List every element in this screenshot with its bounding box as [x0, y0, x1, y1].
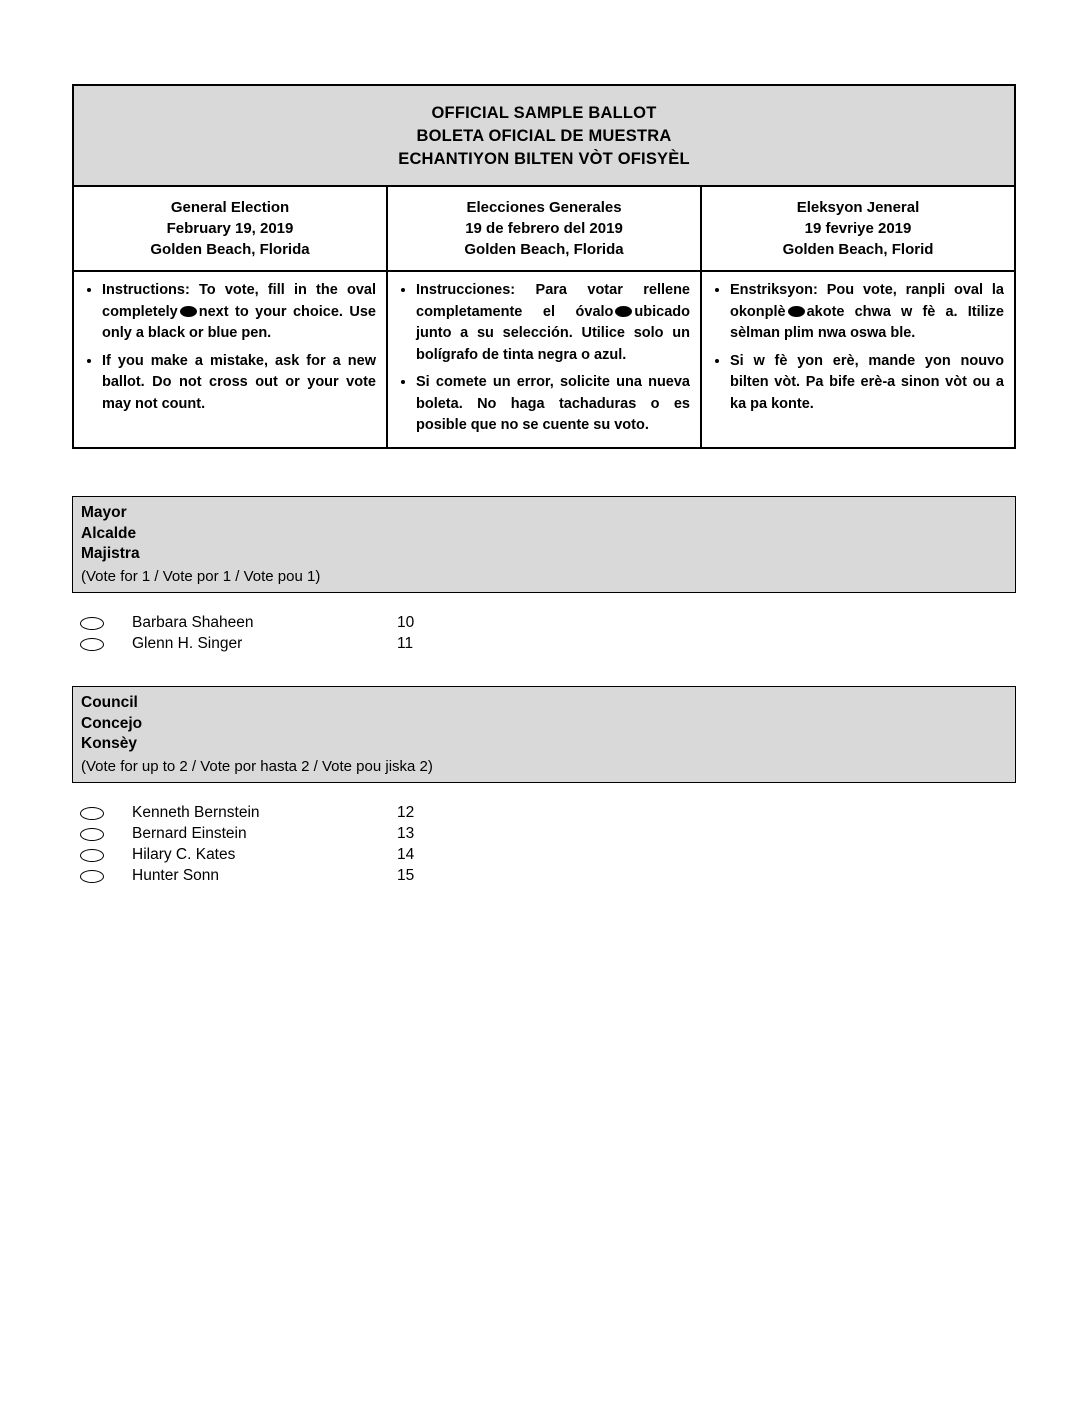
instruction-text-before: If you make a mistake, ask for a new ballot. Do not cross out or your vote may not count.: [102, 352, 376, 412]
candidate-name: Glenn H. Singer: [132, 635, 243, 652]
candidate-number: 13: [397, 825, 415, 842]
vote-oval-icon[interactable]: [80, 828, 104, 841]
election-place-es: Golden Beach, Florida: [464, 241, 624, 258]
election-heading-english: [74, 187, 386, 272]
vote-oval-icon[interactable]: [80, 849, 104, 862]
instruction-text-after: next to your choice. Use only a black or blue pen.: [102, 303, 376, 341]
ballot-header: [72, 84, 1016, 449]
candidate-list-mayor: [72, 613, 1016, 655]
candidate-number: 15: [397, 867, 415, 884]
candidate-name: Barbara Shaheen: [132, 614, 254, 631]
candidate-list-council: [72, 803, 1016, 887]
contest-instruction: (Vote for up to 2 / Vote por hasta 2 / Vote pou jiska 2): [81, 757, 433, 775]
language-columns: [74, 185, 1014, 447]
instruction-item: [102, 351, 376, 416]
ballot-title-en: OFFICIAL SAMPLE BALLOT: [431, 104, 657, 122]
instructions-english: [74, 272, 386, 425]
filled-oval-icon: [180, 306, 197, 317]
instruction-text-before: Si w fè yon erè, mande yon nouvo bilten vòt. Pa bife erè-a sinon vòt ou a ka pa konte.: [730, 352, 1004, 412]
contest-header-mayor: [72, 496, 1016, 593]
contest-title-en: Council: [81, 694, 138, 711]
contest-title-es: Alcalde: [81, 524, 137, 542]
instruction-item: [730, 280, 1004, 345]
candidate-name: Kenneth Bernstein: [132, 804, 260, 821]
vote-oval-icon[interactable]: [80, 807, 104, 820]
ballot-title-es: BOLETA OFICIAL DE MUESTRA: [416, 127, 672, 145]
language-column-haitian-creole: [702, 187, 1014, 447]
vote-oval-icon[interactable]: [80, 870, 104, 883]
instruction-item: [416, 372, 690, 437]
instruction-text-before: Enstriksyon: Pou vote, ranpli oval la okonplè: [730, 282, 1004, 320]
ballot-title-ht: ECHANTIYON BILTEN VÒT OFISYÈL: [398, 150, 690, 168]
contest-mayor: [72, 496, 1016, 655]
instruction-text-before: Instructions: To vote, fill in the oval completely: [102, 282, 376, 320]
candidate-name: Bernard Einstein: [132, 825, 247, 842]
filled-oval-icon: [788, 306, 805, 317]
candidate-number: 10: [397, 614, 415, 631]
instructions-spanish: [388, 272, 700, 447]
candidate-row[interactable]: [72, 613, 1016, 634]
filled-oval-icon: [615, 306, 632, 317]
election-name-ht: Eleksyon Jeneral: [796, 199, 920, 216]
instructions-haitian: [702, 272, 1014, 425]
vote-oval-icon[interactable]: [80, 638, 104, 651]
election-date-ht: 19 fevriye 2019: [804, 220, 912, 237]
ballot-title: [74, 86, 1014, 185]
candidate-row[interactable]: [72, 845, 1016, 866]
candidate-row[interactable]: [72, 634, 1016, 655]
election-place-en: Golden Beach, Florida: [150, 241, 310, 258]
candidate-name: Hunter Sonn: [132, 867, 220, 884]
language-column-english: [74, 187, 388, 447]
candidate-number: 11: [397, 635, 414, 652]
candidate-number: 14: [397, 846, 415, 863]
contest-instruction: (Vote for 1 / Vote por 1 / Vote pou 1): [81, 567, 321, 585]
candidate-row[interactable]: [72, 866, 1016, 887]
election-date-en: February 19, 2019: [166, 220, 294, 237]
election-date-es: 19 de febrero del 2019: [465, 220, 623, 237]
instruction-text-before: Instrucciones: Para votar rellene completamente el óvalo: [416, 282, 690, 320]
contest-title-en: Mayor: [81, 504, 127, 521]
candidate-row[interactable]: [72, 803, 1016, 824]
contest-title-ht: Majistra: [81, 545, 140, 562]
instruction-text-after: ubicado junto a su selección. Utilice solo un bolígrafo de tinta negra o azul.: [416, 303, 690, 363]
candidate-number: 12: [397, 804, 415, 821]
instruction-item: [416, 280, 690, 366]
instruction-item: [730, 351, 1004, 416]
instruction-item: [102, 280, 376, 345]
election-name-en: General Election: [170, 199, 290, 216]
candidate-name: Hilary C. Kates: [132, 846, 236, 863]
contest-title-ht: Konsèy: [81, 735, 137, 752]
election-name-es: Elecciones Generales: [466, 199, 622, 216]
contest-title-es: Concejo: [81, 714, 143, 732]
contest-council: [72, 686, 1016, 887]
language-column-spanish: [388, 187, 702, 447]
election-heading-spanish: [388, 187, 700, 272]
election-place-ht: Golden Beach, Florid: [782, 241, 934, 258]
election-heading-haitian: [702, 187, 1014, 272]
instruction-text-after: akote chwa w fè a. Itilize sèlman plim nwa oswa ble.: [730, 303, 1004, 341]
contest-header-council: [72, 686, 1016, 783]
vote-oval-icon[interactable]: [80, 617, 104, 630]
candidate-row[interactable]: [72, 824, 1016, 845]
instruction-text-before: Si comete un error, solicite una nueva boleta. No haga tachaduras o es posible que no se cuente su voto.: [416, 374, 690, 433]
